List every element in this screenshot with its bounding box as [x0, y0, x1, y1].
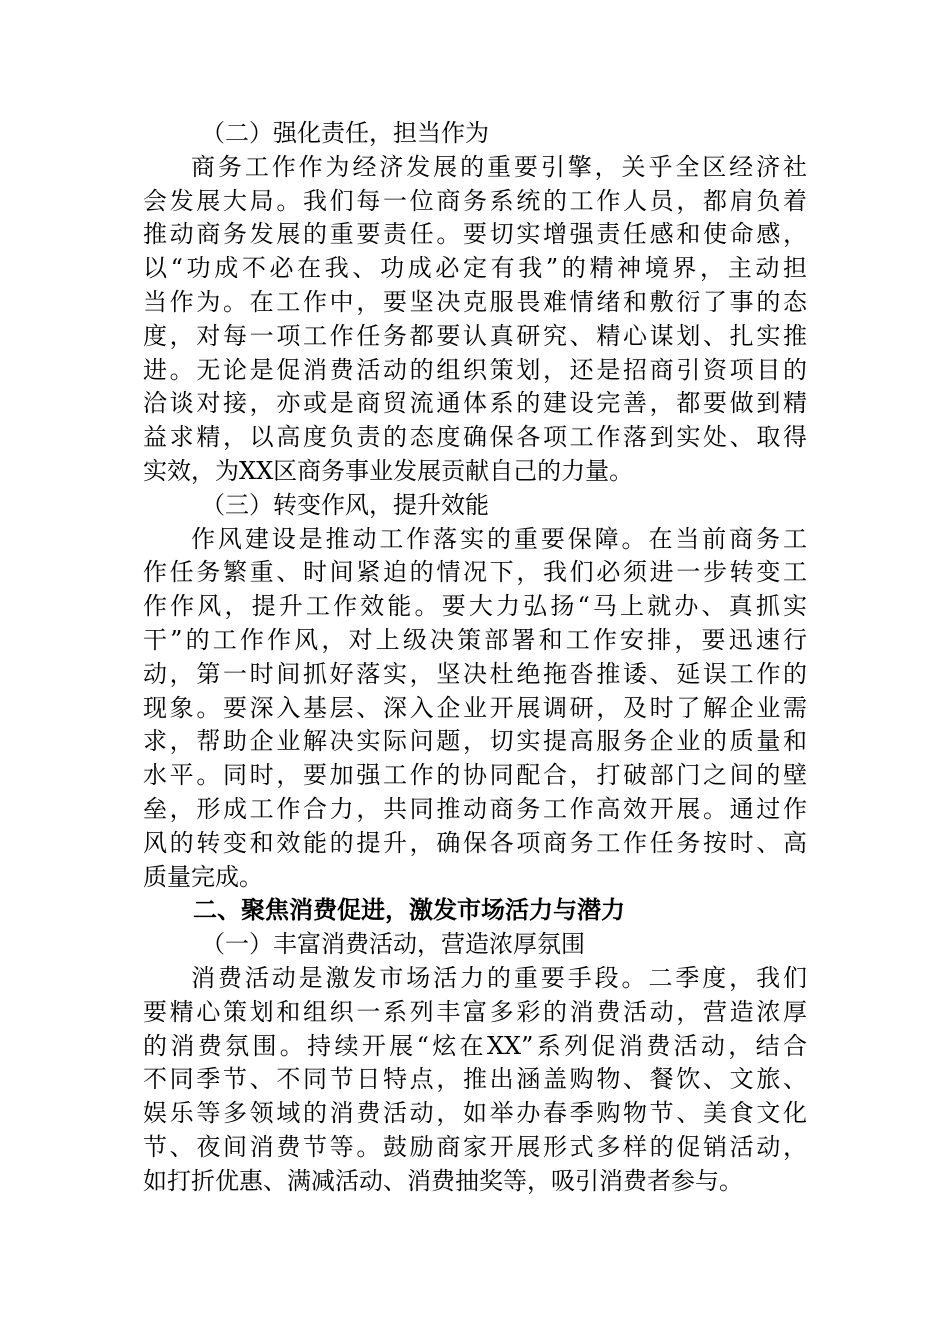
- paragraph-line: 消费活动是激发市场活力的重要手段。二季度，我们: [191, 963, 807, 992]
- paragraph-line: 作风建设是推动工作落实的重要保障。在当前商务工: [191, 524, 807, 553]
- heading-change-work-style: （三）转变作风，提升效能: [201, 490, 489, 519]
- paragraph-line: 节、夜间消费节等。鼓励商家开展形式多样的促销活动，: [143, 1132, 807, 1161]
- paragraph-line: 当作为。在工作中，要坚决克服畏难情绪和敷衍了事的态: [143, 287, 807, 316]
- paragraph-line: 风的转变和效能的提升，确保各项商务工作任务按时、高: [143, 828, 807, 857]
- paragraph-line: 动，第一时间抓好落实，坚决杜绝拖沓推诿、延误工作的: [143, 659, 807, 688]
- paragraph-line: 如打折优惠、满减活动、消费抽奖等，吸引消费者参与。: [143, 1166, 743, 1195]
- document-page: [143, 117, 807, 1199]
- paragraph-line: 现象。要深入基层、深入企业开展调研，及时了解企业需: [143, 693, 807, 722]
- paragraph-line: 干”的工作作风，对上级决策部署和工作安排，要迅速行: [143, 625, 807, 654]
- paragraph-line: 质量完成。: [143, 862, 263, 891]
- paragraph-line: 实效，为XX区商务事业发展贡献自己的力量。: [143, 456, 634, 485]
- paragraph-line: 作任务繁重、时间紧迫的情况下，我们必须进一步转变工: [143, 558, 807, 587]
- heading-focus-consumption: 二、聚焦消费促进，激发市场活力与潜力: [193, 896, 625, 925]
- heading-enrich-consumption-activities: （一）丰富消费活动，营造浓厚氛围: [201, 930, 585, 959]
- paragraph-line: 求，帮助企业解决实际问题，切实提高服务企业的质量和: [143, 727, 807, 756]
- paragraph-line: 的消费氛围。持续开展“炫在XX”系列促消费活动，结合: [143, 1031, 807, 1060]
- paragraph-line: 会发展大局。我们每一位商务系统的工作人员，都肩负着: [143, 186, 807, 215]
- paragraph-line: 进。无论是促消费活动的组织策划，还是招商引资项目的: [143, 355, 807, 384]
- paragraph-line: 垒，形成工作合力，共同推动商务工作高效开展。通过作: [143, 794, 807, 823]
- paragraph-line: 益求精，以高度负责的态度确保各项工作落到实处、取得: [143, 423, 807, 452]
- paragraph-line: 水平。同时，要加强工作的协同配合，打破部门之间的壁: [143, 761, 807, 790]
- paragraph-line: 以“功成不必在我、功成必定有我”的精神境界，主动担: [143, 254, 807, 283]
- paragraph-line: 商务工作作为经济发展的重要引擎，关乎全区经济社: [191, 152, 807, 181]
- paragraph-line: 洽谈对接，亦或是商贸流通体系的建设完善，都要做到精: [143, 389, 807, 418]
- paragraph-line: 娱乐等多领域的消费活动，如举办春季购物节、美食文化: [143, 1099, 807, 1128]
- paragraph-line: 不同季节、不同节日特点，推出涵盖购物、餐饮、文旅、: [143, 1065, 807, 1094]
- paragraph-line: 推动商务发展的重要责任。要切实增强责任感和使命感，: [143, 220, 807, 249]
- paragraph-line: 度，对每一项工作任务都要认真研究、精心谋划、扎实推: [143, 321, 807, 350]
- heading-strengthen-responsibility: （二）强化责任，担当作为: [201, 119, 489, 147]
- paragraph-line: 要精心策划和组织一系列丰富多彩的消费活动，营造浓厚: [143, 997, 807, 1026]
- paragraph-line: 作作风，提升工作效能。要大力弘扬“马上就办、真抓实: [143, 592, 807, 621]
